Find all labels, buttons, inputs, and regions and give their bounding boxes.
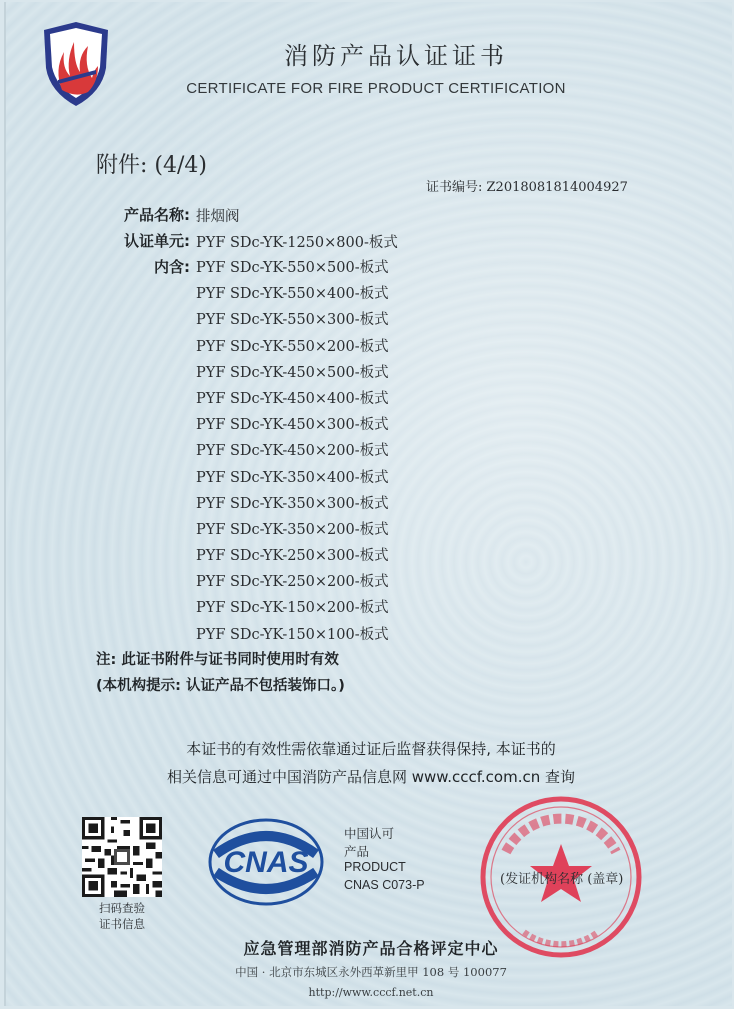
certificate-page (4, 2, 732, 1006)
list-item: PYF SDc-YK-250×200-板式 (196, 574, 389, 591)
validity-note: 注: 此证书附件与证书同时使用时有效 (96, 652, 339, 668)
cnas-logo-text: CNAS (223, 846, 309, 879)
model-list (196, 255, 389, 648)
list-item: PYF SDc-YK-450×400-板式 (196, 390, 389, 407)
attachment-page-indicator: 附件: (4/4) (96, 153, 207, 178)
qr-caption-line1: 扫码查验 (99, 901, 145, 915)
seal-issuer-note: (发证机构名称 (盖章) (500, 872, 624, 887)
cnas-line3: PRODUCT (344, 860, 406, 874)
list-item: PYF SDc-YK-450×200-板式 (196, 443, 389, 460)
cnas-line1: 中国认可 (344, 827, 395, 841)
list-item: PYF SDc-YK-550×400-板式 (196, 286, 389, 303)
product-name-label: 产品名称: (124, 206, 190, 224)
list-item: PYF SDc-YK-150×200-板式 (196, 600, 389, 617)
list-item: PYF SDc-YK-250×300-板式 (196, 548, 389, 565)
validity-text-line2: 相关信息可通过中国消防产品信息网 www.cccf.com.cn 查询 (167, 768, 575, 786)
contains-label: 内含: (154, 258, 190, 276)
qr-code-icon[interactable] (82, 817, 162, 897)
list-item: PYF SDc-YK-350×300-板式 (196, 495, 389, 512)
institution-note: (本机构提示: 认证产品不包括装饰口。) (96, 678, 345, 694)
qr-caption-line2: 证书信息 (99, 917, 145, 931)
product-name-value: 排烟阀 (196, 209, 240, 225)
certificate-number: 证书编号: Z2018081814004927 (426, 180, 628, 195)
cnas-line4: CNAS C073-P (344, 878, 425, 892)
validity-text-line1: 本证书的有效性需依靠通过证后监督获得保持, 本证书的 (186, 740, 556, 758)
certificate-title-en: CERTIFICATE FOR FIRE PRODUCT CERTIFICATION (186, 80, 566, 97)
list-item: PYF SDc-YK-350×200-板式 (196, 521, 389, 538)
list-item: PYF SDc-YK-550×500-板式 (196, 260, 389, 276)
cert-unit-value: PYF SDc-YK-1250×800-板式 (196, 235, 398, 251)
cert-unit-label: 认证单元: (124, 232, 190, 250)
cnas-line2: 产品 (344, 845, 370, 859)
organization-url[interactable]: http://www.cccf.net.cn (308, 986, 434, 999)
list-item: PYF SDc-YK-150×100-板式 (196, 626, 389, 643)
certificate-title-cn: 消防产品认证证书 (284, 42, 508, 70)
cnas-logo-icon (206, 814, 326, 910)
issuing-organization: 应急管理部消防产品合格评定中心 (243, 939, 499, 958)
fire-certification-logo-icon (36, 20, 116, 110)
list-item: PYF SDc-YK-550×200-板式 (196, 338, 389, 355)
list-item: PYF SDc-YK-350×400-板式 (196, 469, 389, 486)
organization-address: 中国 · 北京市东城区永外西革新里甲 108 号 100077 (235, 965, 507, 979)
list-item: PYF SDc-YK-550×300-板式 (196, 312, 389, 329)
list-item: PYF SDc-YK-450×500-板式 (196, 364, 389, 381)
list-item: PYF SDc-YK-450×300-板式 (196, 417, 389, 434)
